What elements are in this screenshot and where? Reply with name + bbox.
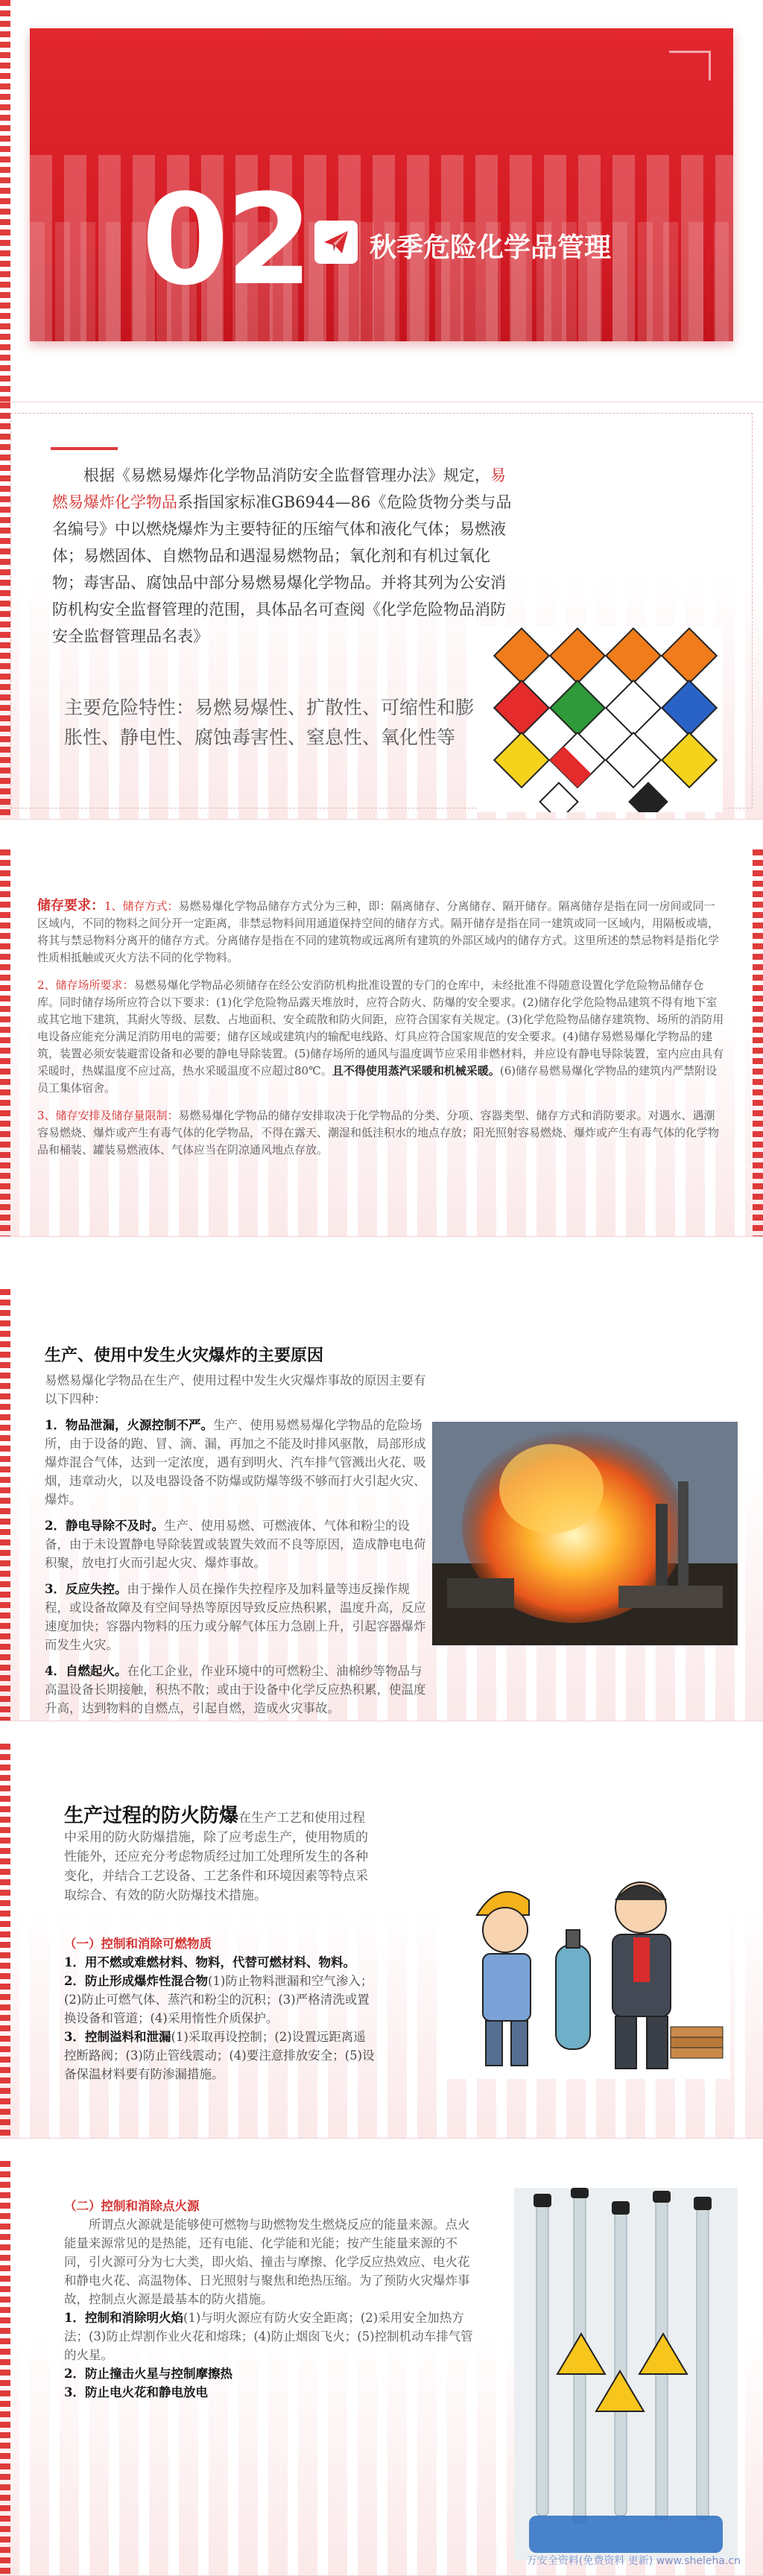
storage-arrangement: [37, 1107, 726, 1159]
paragraph-text: 易燃易爆化学物品必须储存在经公安消防机构批准设置的专门的仓库中，未经批准不得随意设置化学危险物品储存仓库。同时储存场所应符合以下要求：(1)化学危险物品露天堆放时，应符合防火、防爆的安全要求。(2)储存化学危险物品建筑不得有地下室或其它地下建筑，其耐火等级、层数、占地面积、安全疏散和防火间距，应符合国家有关规定。(3)化学危险物品储存建筑物、场所的消防用电设备应能充分满足消防用电的需要；储存区域或建筑内的输配电线路、灯具应符合国家规范的安全要求。(4)储存易燃易爆化学物品的建筑，装置必须安装避雷设备和必要的静电导除装置。(5)储存场所的通风与温度调节应采用非燃材料，并应设有静电导除装置，室内应由具有采暖时，热媒温度不应过高，热水采暖温度不应超过80℃。: [37, 978, 724, 1077]
subheading: 3、储存安排及储存量限制：: [37, 1109, 179, 1122]
measure-label: 1．用不燃或难燃材料、物料，代替可燃材料、物料。: [64, 1955, 355, 1969]
static-dissipation-rods-photo: [514, 2188, 738, 2560]
hazmat-diamond-grid: [477, 626, 723, 812]
text-span: 根据《易燃易爆炸化学物品消防安全监督管理办法》规定，: [83, 466, 490, 484]
intro-text: 所谓点火源就是能够使可燃物与助燃物发生燃烧反应的能量来源。点火能量来源常见的是热能，还有电能、化学能和光能；按产生能量来源的不同，引火源可分为七大类，即火焰、撞击与摩擦、化学反应热效应、电火花和静电火花、高温物体、日光照射与聚焦和绝热压缩。为了预防火灾爆炸事故，控制点火源是最基本的防火措施。: [64, 2218, 470, 2306]
causes-text: [45, 1371, 432, 1721]
storage-method: [37, 897, 726, 966]
intro-slide: [0, 402, 763, 820]
storage-heading: 储存要求：: [37, 898, 104, 914]
hazmat-labels-image: [477, 626, 723, 812]
measure-3: [64, 2383, 481, 2402]
paragraph-text: (6)储存易燃易爆化学物品的建筑内严禁附设员工集体宿舍。: [37, 1064, 718, 1095]
cause-text: 由于操作人员在操作失控程序及加料量等违反操作规程，或设备故障及有空间导热等原因导致反应热积累，温度升高，反应速度加快；容器内物料的压力或分解气体压力急剧上升，引起容器爆炸而发生火灾。: [45, 1582, 426, 1652]
section-number: 02: [142, 167, 310, 313]
wood-stack: [671, 2027, 723, 2058]
measure-label: 3．防止电火花和静电放电: [64, 2385, 208, 2399]
corner-decor: [669, 51, 711, 80]
section-title: 秋季危险化学品管理: [370, 232, 612, 263]
measure-text: (1)采取再设控制；(2)设置远距离遥控断路阀；(3)防止管线震动；(4)要注意排放安全；(5)设备保温材料要有防渗漏措施。: [64, 2030, 375, 2081]
highlight-term: 易燃易爆炸化学物品: [52, 466, 506, 511]
ignition-text: [64, 2197, 481, 2402]
paragraph-text: 易燃易爆化学物品的储存安排取决于化学物品的分类、分项、容器类型、储存方式和消防要求。对遇水、遇潮容易燃烧、爆炸或产生有毒气体的化学物品，不得在露天、潮湿和低洼积水的地点存放；阳光照射容易燃烧、爆炸或产生有毒气体的化学物品和桶装、罐装易燃液体、气体应当在阴凉通风地点存放。: [37, 1109, 720, 1156]
slide-title: 生产、使用中发生火灾爆炸的主要原因: [45, 1346, 324, 1365]
cause-label: 2．静电导除不及时。: [45, 1519, 164, 1533]
explosion-photo: [432, 1422, 738, 1645]
cause-label: 1．物品泄漏，火源控制不严。: [45, 1418, 213, 1432]
measure-text: (1)防止物料泄漏和空气渗入；(2)防止可燃气体、蒸汽和粉尘的沉积；(3)严格清洗或置换设备和管道；(4)采用惰性介质保护。: [64, 1974, 373, 2025]
cause-text: 生产、使用易燃易爆化学物品的危险场所，由于设备的跑、冒、滴、漏，再加之不能及时排风驱散，局部形成爆炸混合气体，达到一定浓度，遇有到明火、汽车排气管溅出火花、吸烟，违章动火，以及电器设备不防爆或防爆等级不够而打火引起火灾、爆炸。: [45, 1418, 426, 1507]
measure-2: [64, 1972, 377, 2028]
bold-text: 且不得使用蒸汽采暖和机械采暖。: [332, 1064, 500, 1077]
storage-site: [37, 977, 726, 1097]
measure-1: [64, 2308, 481, 2364]
measure-label: 1．控制和消除明火焰: [64, 2311, 183, 2325]
hero-banner: [30, 28, 733, 341]
hazard-traits: 主要危险特性：易燃易爆性、扩散性、可缩性和膨胀性、静电性、腐蚀毒害性、窒息性、氧化性等: [64, 697, 475, 748]
storage-text: [37, 897, 726, 1169]
safety-cartoon-image: [447, 1826, 730, 2079]
intro-text: 在生产工艺和使用过程中采用的防火防爆措施，除了应考虑生产，使用物质的性能外，还应充分考虑物质经过加工处理所发生的各种变化，并结合工艺设备、工艺条件和环境因素等特点采取综合、有效的防火防爆技术措施。: [64, 1811, 368, 1903]
section-heading: （一）控制和消除可燃物质: [64, 1937, 212, 1951]
cause-4: [45, 1662, 432, 1718]
measure-2: [64, 2364, 481, 2383]
fire-causes-slide: [0, 1289, 763, 1721]
paper-plane-icon: [314, 221, 358, 264]
gas-cylinder: [556, 1930, 590, 2049]
prevention-slide: [0, 1744, 763, 2139]
cause-3: [45, 1580, 432, 1654]
cause-label: 4．自燃起火。: [45, 1664, 127, 1678]
measure-label: 3．控制溢料和泄漏: [64, 2030, 171, 2044]
footer-source: 万安全资料(免费资料 更新) www.sheleha.cn: [526, 2555, 741, 2567]
text-span: 系指国家标准GB6944—86《危险货物分类与品名编号》中以燃烧爆炸为主要特征的压缩气体和液化气体；易燃液体；易燃固体、自燃物品和遇湿易燃物品；氧化剂和有机过氧化物；毒害品、腐蚀品中部分易燃易爆化学物品。并将其列为公安消防机构安全监督管理的范围，具体品名可查阅《化学危险物品消防安全监督管理品名表》: [52, 493, 512, 645]
paragraph-text: 易燃易爆化学物品储存方式分为三种，即：隔离储存、分离储存、隔开储存。隔离储存是指在同一房间或同一区域内，不同的物料之间分开一定距离，非禁忌物料间用通道保持空间的储存方式。隔开储存是指在同一建筑或同一区域内，用隔板或墙，将其与禁忌物料分离开的储存方式。分离储存是指在不同的建筑物或远离所有建筑的外部区域内的储存方式。这里所述的禁忌物料是指化学性质相抵触或灭火方法不同的化学物料。: [37, 899, 720, 964]
storage-slide: [0, 849, 763, 1237]
cause-text: 在化工企业，作业环境中的可燃粉尘、油棉纱等物品与高温设备长期接触，积热不散；或由于设备中化学反应热积累，使温度升高，达到物料的自燃点，引起自燃，造成火灾事故。: [45, 1664, 426, 1715]
measure-label: 2．防止形成爆炸性混合物: [64, 1974, 208, 1988]
cause-label: 3．反应失控。: [45, 1582, 127, 1596]
measure-label: 2．防止撞击火星与控制摩擦热: [64, 2367, 232, 2381]
prevention-measures: [64, 1934, 377, 2083]
cause-2: [45, 1516, 432, 1572]
title-slide: [0, 0, 763, 402]
ignition-slide: [0, 2161, 763, 2576]
intro-text: 易燃易爆化学物品在生产、使用过程中发生火灾爆炸事故的原因主要有以下四种：: [45, 1373, 426, 1406]
section-heading: （二）控制和消除点火源: [64, 2199, 200, 2213]
measure-3: [64, 2028, 377, 2083]
cause-1: [45, 1416, 432, 1509]
regulation-paragraph: [52, 462, 514, 650]
subheading: 1、储存方式：: [104, 899, 179, 913]
subheading: 2、储存场所要求：: [37, 978, 134, 992]
left-decor-strip: [0, 0, 10, 402]
measure-1: [64, 1953, 377, 1972]
accent-line: [51, 447, 118, 450]
prevention-intro: [64, 1806, 377, 1905]
cause-text: 生产、使用易燃、可燃液体、气体和粉尘的设备，由于未设置静电导除装置或装置失效而不良等原因，造成静电电荷积聚，放电打火而引起火灾、爆炸事故。: [45, 1519, 426, 1570]
slide-title: 生产过程的防火防爆: [64, 1805, 239, 1827]
measure-text: (1)与明火源应有防火安全距离；(2)采用安全加热方法；(3)防止焊割作业火花和熔珠；(4)防止烟囱飞火；(5)控制机动车排气管的火星。: [64, 2311, 473, 2362]
